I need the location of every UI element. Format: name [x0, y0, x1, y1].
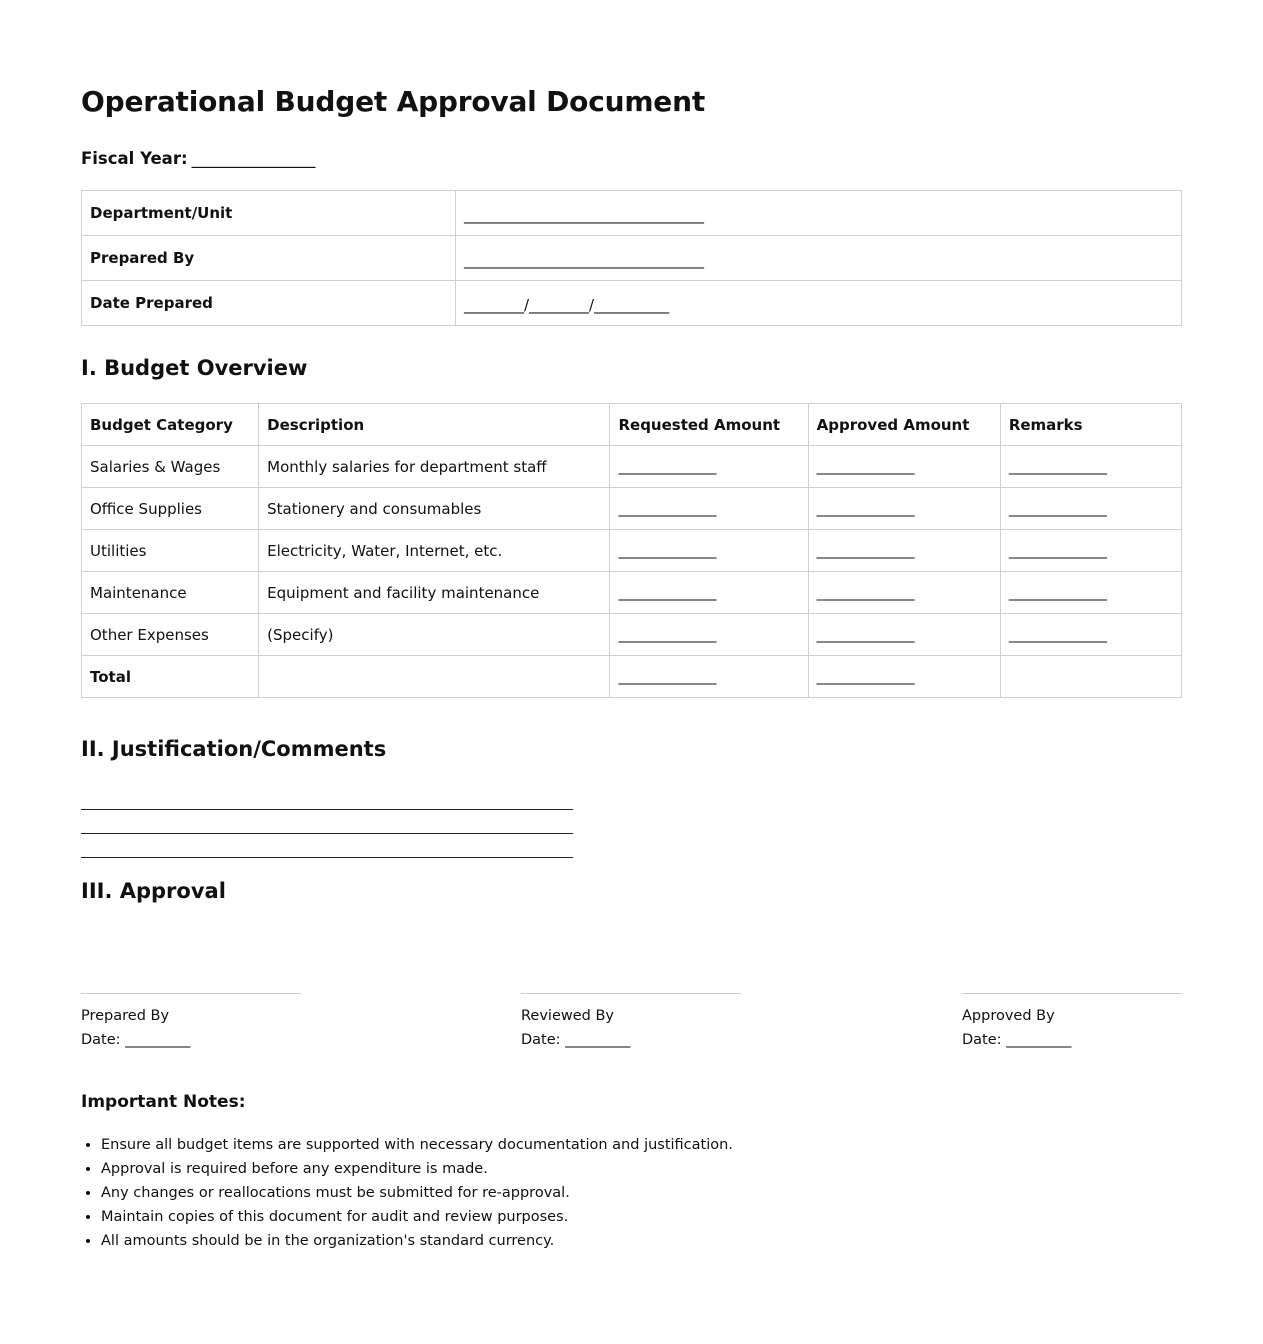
- signature-role: Reviewed By: [521, 1008, 614, 1024]
- department-unit-blank[interactable]: ________________________________: [456, 191, 1182, 236]
- total-label: Total: [82, 656, 259, 698]
- category-cell: Other Expenses: [82, 614, 259, 656]
- signature-line[interactable]: [962, 993, 1182, 994]
- document-title: Operational Budget Approval Document: [81, 85, 706, 118]
- approval-heading: III. Approval: [81, 879, 226, 903]
- important-notes-title: Important Notes:: [81, 1092, 246, 1112]
- list-item: • Maintain copies of this document for audit and review purposes.: [101, 1205, 733, 1229]
- approved-amount-blank[interactable]: _______________: [808, 530, 1000, 572]
- table-row: [82, 446, 1182, 488]
- important-notes-list: [81, 1133, 733, 1253]
- list-item: • Approval is required before any expenditure is made.: [101, 1157, 733, 1181]
- approval-signatures: [81, 993, 1182, 1053]
- description-cell: (Specify): [259, 614, 610, 656]
- category-cell: Utilities: [82, 530, 259, 572]
- signature-line[interactable]: [81, 993, 301, 994]
- list-item: • All amounts should be in the organization's standard currency.: [101, 1229, 733, 1253]
- table-row: [82, 488, 1182, 530]
- header-description: Description: [259, 404, 610, 446]
- requested-amount-blank[interactable]: _______________: [610, 614, 808, 656]
- approved-amount-blank[interactable]: _______________: [808, 614, 1000, 656]
- table-row: [82, 530, 1182, 572]
- remarks-blank[interactable]: _______________: [1000, 488, 1181, 530]
- category-cell: Office Supplies: [82, 488, 259, 530]
- table-row: [82, 572, 1182, 614]
- remarks-blank[interactable]: _______________: [1000, 446, 1181, 488]
- approved-amount-blank[interactable]: _______________: [808, 488, 1000, 530]
- description-cell: Stationery and consumables: [259, 488, 610, 530]
- total-approved-blank[interactable]: _______________: [808, 656, 1000, 698]
- approved-amount-blank[interactable]: _______________: [808, 572, 1000, 614]
- category-cell: Maintenance: [82, 572, 259, 614]
- signature-role: Approved By: [962, 1008, 1055, 1024]
- table-header-row: [82, 404, 1182, 446]
- requested-amount-blank[interactable]: _______________: [610, 446, 808, 488]
- description-cell: Monthly salaries for department staff: [259, 446, 610, 488]
- total-remarks-empty: [1000, 656, 1181, 698]
- fiscal-year-blank[interactable]: _______________: [191, 149, 316, 168]
- signature-block-reviewed: [521, 993, 741, 1052]
- justification-line[interactable]: [81, 786, 573, 810]
- table-row: [82, 191, 1182, 236]
- remarks-blank[interactable]: _______________: [1000, 614, 1181, 656]
- department-unit-label: Department/Unit: [82, 191, 456, 236]
- signature-date: Date: _________: [81, 1032, 191, 1048]
- category-cell: Salaries & Wages: [82, 446, 259, 488]
- fiscal-year-label: Fiscal Year:: [81, 149, 188, 168]
- justification-line[interactable]: [81, 834, 573, 858]
- prepared-by-blank[interactable]: ________________________________: [456, 236, 1182, 281]
- list-item: • Ensure all budget items are supported with necessary documentation and justification.: [101, 1133, 733, 1157]
- header-requested-amount: Requested Amount: [610, 404, 808, 446]
- justification-lines[interactable]: [81, 786, 573, 858]
- approved-amount-blank[interactable]: _______________: [808, 446, 1000, 488]
- signature-block-prepared: [81, 993, 301, 1052]
- requested-amount-blank[interactable]: _______________: [610, 530, 808, 572]
- justification-heading: II. Justification/Comments: [81, 737, 387, 761]
- table-row: [82, 236, 1182, 281]
- document-info-table: [81, 190, 1182, 326]
- signature-role: Prepared By: [81, 1008, 170, 1024]
- table-row: [82, 614, 1182, 656]
- date-prepared-label: Date Prepared: [82, 281, 456, 326]
- signature-date: Date: _________: [521, 1032, 631, 1048]
- total-requested-blank[interactable]: _______________: [610, 656, 808, 698]
- header-approved-amount: Approved Amount: [808, 404, 1000, 446]
- remarks-blank[interactable]: _______________: [1000, 530, 1181, 572]
- total-description-empty: [259, 656, 610, 698]
- total-row: [82, 656, 1182, 698]
- fiscal-year-field: [81, 148, 315, 170]
- description-cell: Equipment and facility maintenance: [259, 572, 610, 614]
- budget-overview-table: [81, 403, 1182, 698]
- justification-line[interactable]: [81, 810, 573, 834]
- signature-line[interactable]: [521, 993, 741, 994]
- requested-amount-blank[interactable]: _______________: [610, 488, 808, 530]
- header-remarks: Remarks: [1000, 404, 1181, 446]
- list-item: • Any changes or reallocations must be submitted for re-approval.: [101, 1181, 733, 1205]
- signature-block-approved: [962, 993, 1182, 1052]
- prepared-by-label: Prepared By: [82, 236, 456, 281]
- requested-amount-blank[interactable]: _______________: [610, 572, 808, 614]
- budget-overview-heading: I. Budget Overview: [81, 356, 308, 380]
- signature-date: Date: _________: [962, 1032, 1072, 1048]
- description-cell: Electricity, Water, Internet, etc.: [259, 530, 610, 572]
- header-budget-category: Budget Category: [82, 404, 259, 446]
- remarks-blank[interactable]: _______________: [1000, 572, 1181, 614]
- date-prepared-blank[interactable]: ________/________/__________: [456, 281, 1182, 326]
- table-row: [82, 281, 1182, 326]
